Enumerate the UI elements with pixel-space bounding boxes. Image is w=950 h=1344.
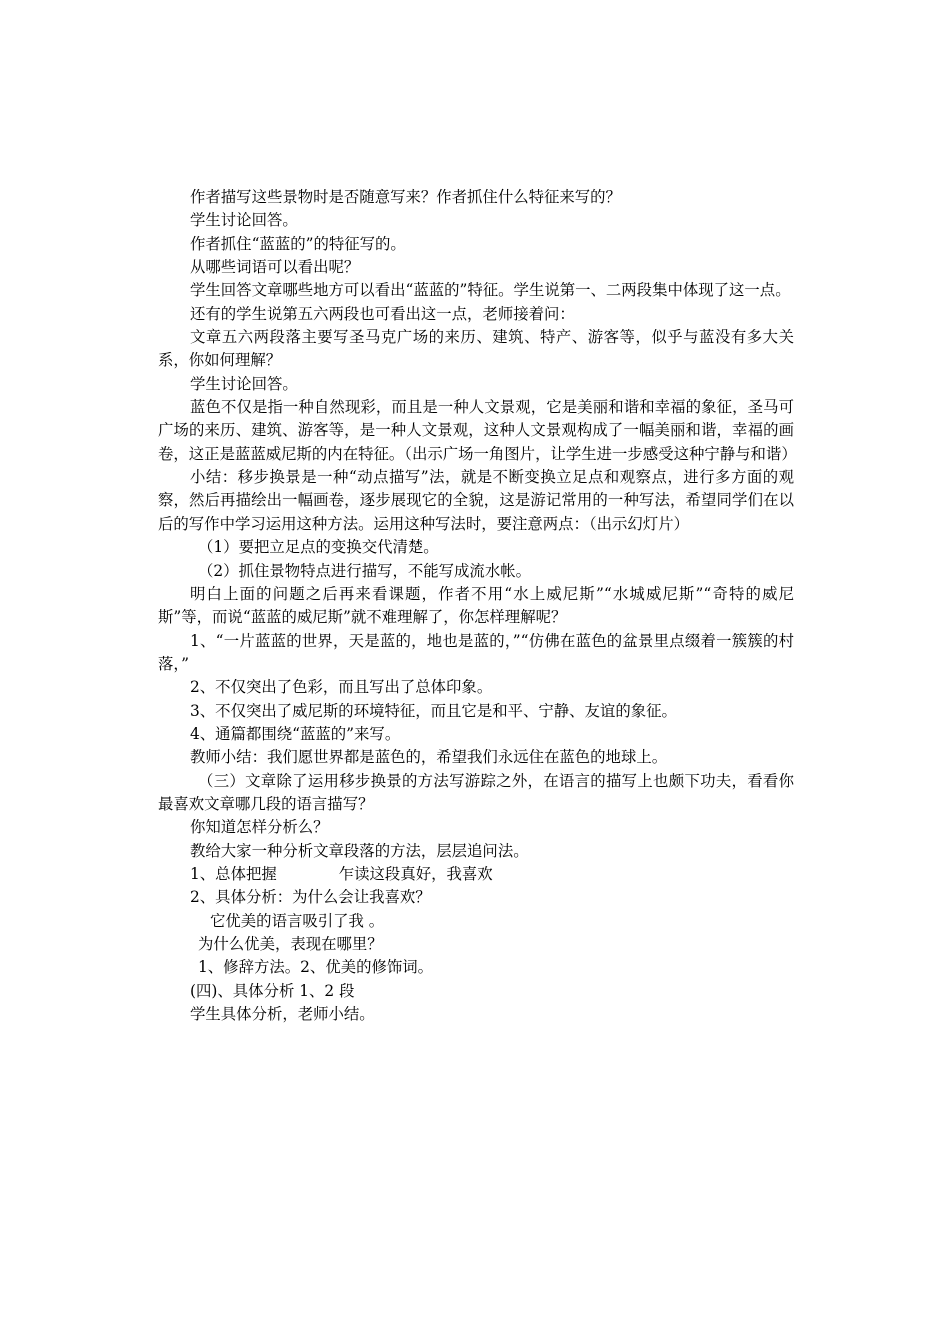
- list-item: 4、通篇都围绕“蓝蓝的”来写。: [190, 724, 401, 743]
- paragraph: 作者描写这些景物时是否随意写来？作者抓住什么特征来写的？: [190, 188, 621, 206]
- paragraph: 它优美的语言吸引了我 。: [210, 911, 385, 930]
- paragraph: 学生讨论回答。: [190, 211, 298, 230]
- list-item-text: 乍读这段真好，我喜欢: [338, 864, 493, 883]
- paragraph: 你知道怎样分析么？: [190, 818, 329, 837]
- list-item: 2、具体分析：为什么会让我喜欢？: [190, 888, 431, 907]
- paragraph: 蓝色不仅是指一种自然现彩，而且是一种人文景观，它是美丽和谐和幸福的象征，圣马可广场的来历、建筑、游客等，是一种人文景观，这种人文景观构成了一幅美丽和谐，幸福的画卷，这正是蓝蓝威尼斯的内在特征。（出示广场一角图片，让学生进一步感受这种宁静与和谐）: [158, 398, 797, 463]
- paragraph: 还有的学生说第五六两段也可看出这一点，老师接着问：: [190, 304, 575, 323]
- paragraph: 小结：移步换景是一种“动点描写”法，就是不断变换立足点和观察点，进行多方面的观察，然后再描绘出一幅画卷，逐步展现它的全貌，这是游记常用的一种写法，希望同学们在以后的写作中学习运用这种方法。运用这种写法时，要注意两点：（出示幻灯片）: [158, 468, 794, 533]
- document-body: [158, 186, 797, 1026]
- list-item: 1、“一片蓝蓝的世界，天是蓝的，地也是蓝的，”“仿佛在蓝色的盆景里点缀着一簇簇的村落，”: [158, 631, 794, 673]
- paragraph: 学生具体分析，老师小结。: [190, 1005, 375, 1024]
- list-item: [158, 863, 794, 886]
- paragraph: 明白上面的问题之后再来看课题，作者不用“水上威尼斯”“水城威尼斯”“奇特的威尼斯”等，而说“蓝蓝的威尼斯”就不难理解了，你怎样理解呢？: [158, 584, 794, 627]
- paragraph: 文章五六两段落主要写圣马克广场的来历、建筑、特产、游客等，似乎与蓝没有多大关系，你如何理解？: [158, 328, 794, 370]
- list-item-label: 1、总体把握: [190, 864, 277, 883]
- list-item: 2、不仅突出了色彩，而且写出了总体印象。: [190, 678, 493, 697]
- section-heading: （三）文章除了运用移步换景的方法写游踪之外，在语言的描写上也颇下功夫，看看你最喜欢文章哪几段的语言描写？: [158, 771, 794, 813]
- paragraph: 教给大家一种分析文章段落的方法，层层追问法。: [190, 841, 529, 860]
- paragraph: 从哪些词语可以看出呢？: [190, 258, 360, 277]
- list-item: （2）抓住景物特点进行描写，不能写成流水帐。: [198, 561, 531, 580]
- paragraph: 教师小结：我们愿世界都是蓝色的，希望我们永远住在蓝色的地球上。: [190, 748, 668, 767]
- paragraph: 作者抓住“蓝蓝的”的特征写的。: [190, 234, 406, 253]
- paragraph: 为什么优美，表现在哪里？: [198, 935, 383, 953]
- paragraph: 学生讨论回答。: [190, 374, 298, 393]
- list-item: 3、不仅突出了威尼斯的环境特征，而且它是和平、宁静、友谊的象征。: [190, 701, 677, 720]
- paragraph: 学生回答文章哪些地方可以看出“蓝蓝的”特征。学生说第一、二两段集中体现了这一点。: [190, 281, 791, 300]
- section-heading: (四)、具体分析 1、2 段: [190, 981, 355, 1000]
- paragraph: 1、修辞方法。2、优美的修饰词。: [198, 958, 434, 977]
- list-item: （1）要把立足点的变换交代清楚。: [198, 538, 439, 557]
